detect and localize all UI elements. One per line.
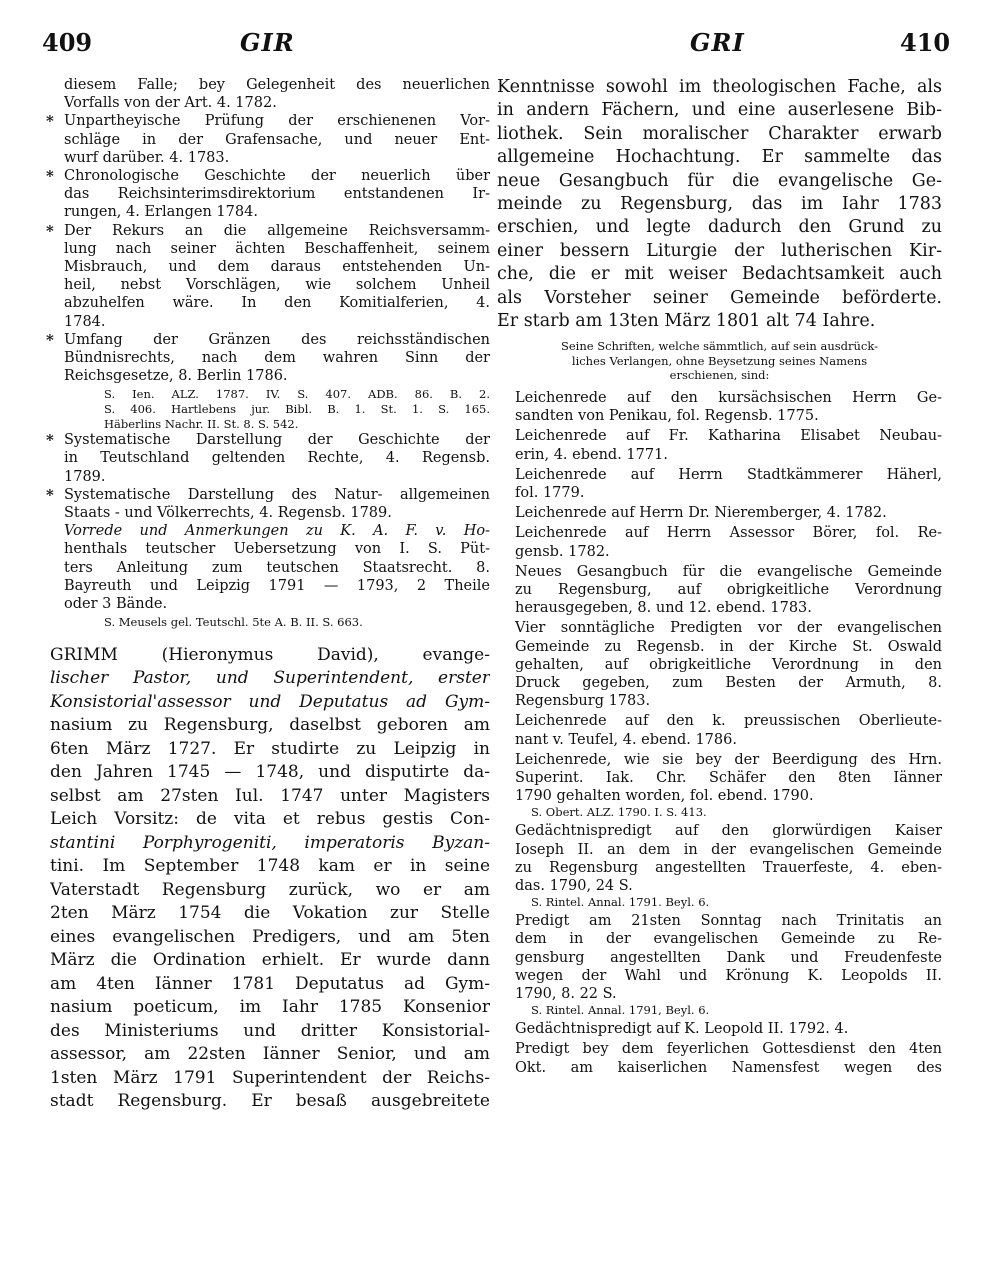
- work-line: zu Regensburg, auf obrigkeitliche Verordnung: [515, 582, 942, 598]
- work-line: Gedächtnispredigt auf K. Leopold II. 1792. 4.: [515, 1021, 849, 1038]
- work-entry: [497, 712, 942, 748]
- bibliography-entry: [46, 431, 490, 486]
- work-entry: [497, 912, 942, 1018]
- text-line: lung nach seiner ächten Beschaffenheit, seinem: [64, 240, 490, 257]
- work-line: Predigt bey dem feyerlichen Gottesdienst den 4ten: [515, 1041, 942, 1058]
- right-column: [497, 76, 942, 1077]
- intro-line: erschienen, sind:: [669, 368, 770, 383]
- text-line: oder 3 Bände.: [64, 596, 168, 613]
- text-line: Unpartheyische Prüfung der erschienenen Vor-: [64, 113, 490, 130]
- bibliography-entry: [46, 112, 490, 167]
- work-line: Leichenrede auf den k. preussischen Oberlieute-: [515, 713, 942, 730]
- bio-line: Kenntnisse sowohl im theologischen Fache, als: [497, 77, 942, 97]
- text-line: Reichsgesetze, 8. Berlin 1786.: [64, 368, 288, 385]
- bio-line: neue Gesangbuch für die evangelische Ge-: [497, 170, 942, 191]
- bibliography-entry: [46, 330, 490, 431]
- work-line: Druck gegeben, zum Besten der Armuth, 8.: [515, 675, 942, 692]
- bio-line: 1sten März 1791 Superintendent der Reichs-: [50, 1067, 490, 1088]
- work-entry: [497, 524, 942, 560]
- text-line: Umfang der Gränzen des reichsständischen: [64, 331, 490, 348]
- work-line: 1790, 8. 22 S.: [515, 986, 617, 1003]
- text-line: schläge in der Grafensache, und neuer Ent-: [64, 131, 490, 148]
- text-line: Bayreuth und Leipzig 1791 — 1793, 2 Theile: [64, 577, 490, 594]
- work-line: Gemeinde zu Regensb. in der Kirche St. Oswald: [515, 638, 942, 655]
- work-entry: [497, 1040, 942, 1076]
- bio-line: GRIMM (Hieronymus David), evange-: [50, 644, 490, 665]
- text-line: ters Anleitung zum teutschen Staatsrecht. 8.: [64, 559, 490, 576]
- work-line: Vier sonntägliche Predigten vor der evangelischen: [515, 620, 942, 637]
- work-entry: [497, 1020, 942, 1038]
- work-line: 1790 gehalten worden, fol. ebend. 1790.: [515, 788, 814, 805]
- page-header: [0, 28, 1000, 68]
- running-head-left: GIR: [240, 28, 295, 57]
- writings-intro: [497, 339, 942, 383]
- work-line: Leichenrede auf Herrn Assessor Börer, fol. Re-: [515, 525, 942, 542]
- bio-line: Vaterstadt Regensburg zurück, wo er am: [50, 879, 490, 900]
- bio-line: den Jahren 1745 — 1748, und disputirte da-: [50, 762, 490, 783]
- work-entry: [497, 751, 942, 821]
- work-line: Leichenrede auf Fr. Katharina Elisabet Neubau-: [515, 428, 942, 445]
- work-entry: [497, 389, 942, 425]
- left-column: [46, 76, 490, 1114]
- text-line: 1784.: [64, 313, 106, 330]
- bio-line: des Ministeriums und dritter Konsistorial-: [50, 1020, 490, 1041]
- text-line: rungen, 4. Erlangen 1784.: [64, 204, 258, 221]
- page-number-left: 409: [42, 28, 93, 57]
- bio-line: assessor, am 22sten Iänner Senior, und am: [50, 1044, 490, 1065]
- work-line: Leichenrede, wie sie bey der Beerdigung des Hrn.: [515, 751, 942, 768]
- review-reference: [64, 615, 490, 630]
- work-line: wegen der Wahl und Krönung K. Leopolds II.: [515, 967, 942, 984]
- text-line: diesem Falle; bey Gelegenheit des neuerlichen: [64, 77, 490, 93]
- text-line: 1789.: [64, 468, 106, 485]
- bio-line: allgemeine Hochachtung. Er sammelte das: [497, 147, 942, 168]
- work-line: gensburg angestellten Dank und Freudenfeste: [515, 949, 942, 966]
- ref-line: S. 406. Hartlebens jur. Bibl. B. 1. St. 1. S. 165.: [104, 402, 490, 417]
- work-line: gehalten, auf obrigkeitliche Verordnung in den: [515, 656, 942, 673]
- bio-line: Leich Vorsitz: de vita et rebus gestis Con-: [50, 809, 490, 830]
- asterisk-icon: *: [46, 485, 54, 504]
- bio-line: als Vorsteher seiner Gemeinde beförderte.: [497, 287, 942, 308]
- work-line: Regensburg 1783.: [515, 693, 651, 710]
- bio-line: nasium poeticum, im Iahr 1785 Konsenior: [50, 997, 490, 1018]
- work-entry: [497, 504, 942, 522]
- asterisk-icon: *: [46, 167, 54, 186]
- bio-line: am 4ten Iänner 1781 Deputatus ad Gym-: [50, 973, 490, 994]
- text-line: wurf darüber. 4. 1783.: [64, 149, 230, 166]
- bio-line: meinde zu Regensburg, das im Iahr 1783: [497, 194, 942, 215]
- work-line: Okt. am kaiserlichen Namensfest wegen des: [515, 1059, 942, 1076]
- biography-continuation: [497, 76, 942, 333]
- bibliography-entry: [46, 221, 490, 331]
- bio-line: Konsistorial'assessor und Deputatus ad Gym-: [50, 691, 490, 712]
- bibliography-entry: [46, 485, 490, 522]
- work-line: erin, 4. ebend. 1771.: [515, 446, 668, 463]
- asterisk-icon: *: [46, 330, 54, 349]
- bio-line: 6ten März 1727. Er studirte zu Leipzig in: [50, 738, 490, 759]
- work-line: gensb. 1782.: [515, 543, 610, 560]
- asterisk-icon: *: [46, 431, 54, 450]
- bibliography-entry: [50, 522, 490, 630]
- ref-line: S. Ien. ALZ. 1787. IV. S. 407. ADB. 86. B. 2.: [104, 387, 490, 402]
- work-entry: [497, 563, 942, 618]
- bio-line: 2ten März 1754 die Vokation zur Stelle: [50, 903, 490, 924]
- bio-line: in andern Fächern, und eine auserlesene Bib-: [497, 100, 942, 121]
- work-line: Leichenrede auf den kursächsischen Herrn Ge-: [515, 389, 942, 406]
- bio-line: che, die er mit weiser Bedachtsamkeit auch: [497, 264, 942, 285]
- text-line: in Teutschland geltenden Rechte, 4. Regensb.: [64, 450, 490, 467]
- page-number-right: 410: [900, 28, 951, 57]
- work-line: Leichenrede auf Herrn Dr. Nieremberger, 4. 1782.: [515, 505, 887, 522]
- work-line: sandten von Penikau, fol. Regensb. 1775.: [515, 408, 819, 425]
- text-line: Systematische Darstellung der Geschichte der: [64, 432, 490, 449]
- ref-line: Häberlins Nachr. II. St. 8. S. 542.: [104, 416, 299, 431]
- bio-line: einer bessern Liturgie der lutherischen Kir-: [497, 240, 942, 261]
- running-head-right: GRI: [690, 28, 745, 57]
- ref-line: S. Meusels gel. Teutschl. 5te A. B. II. S. 663.: [104, 615, 363, 630]
- work-line: nant v. Teufel, 4. ebend. 1786.: [515, 731, 737, 748]
- text-line: Systematische Darstellung des Natur- allgemeinen: [64, 486, 490, 503]
- bio-line: erschien, und legte dadurch den Grund zu: [497, 217, 942, 238]
- text-line: heil, nebst Vorschlägen, wie solchem Unheil: [64, 277, 490, 294]
- work-line: Superint. Iak. Chr. Schäfer den 8ten Iänner: [515, 770, 942, 787]
- work-line: das. 1790, 24 S.: [515, 878, 633, 895]
- review-reference: S. Obert. ALZ. 1790. I. S. 413.: [531, 805, 707, 820]
- work-line: herausgegeben, 8. und 12. ebend. 1783.: [515, 600, 812, 617]
- review-reference: S. Rintel. Annal. 1791, Beyl. 6.: [531, 1003, 710, 1018]
- bio-line: eines evangelischen Predigers, und am 5ten: [50, 926, 490, 947]
- asterisk-icon: *: [46, 112, 54, 131]
- text-line: Misbrauch, und dem daraus entstehenden Un-: [64, 259, 490, 276]
- intro-line: liches Verlangen, ohne Beysetzung seines Namens: [571, 353, 868, 368]
- work-line: zu Regensburg angestellten Trauerfeste, 4. eben-: [515, 859, 942, 876]
- text-line: Chronologische Geschichte der neuerlich über: [64, 168, 490, 185]
- review-reference: [64, 387, 490, 431]
- work-entry: [497, 427, 942, 463]
- text-line: henthals teutscher Uebersetzung von I. S. Püt-: [64, 541, 490, 558]
- bio-line: stadt Regensburg. Er besaß ausgebreitete: [50, 1091, 490, 1112]
- asterisk-icon: *: [46, 221, 54, 240]
- bio-line: selbst am 27sten Iul. 1747 unter Magisters: [50, 785, 490, 806]
- bio-line: lischer Pastor, und Superintendent, erster: [50, 668, 490, 689]
- bio-line: März die Ordination erhielt. Er wurde dann: [50, 950, 490, 971]
- work-entry: [497, 466, 942, 502]
- bio-line: liothek. Sein moralischer Charakter erwarb: [497, 123, 942, 144]
- text-line: das Reichsinterimsdirektorium entstandenen Ir-: [64, 186, 490, 203]
- bio-line: stantini Porphyrogeniti, imperatoris Byzan-: [50, 832, 490, 853]
- continued-entry: [50, 76, 490, 112]
- biography-grimm: [50, 644, 490, 1114]
- bio-line: tini. Im September 1748 kam er in seine: [50, 856, 490, 877]
- work-line: dem in der evangelischen Gemeinde zu Re-: [515, 931, 942, 948]
- text-line: Vorrede und Anmerkungen zu K. A. F. v. Ho-: [64, 523, 490, 540]
- text-line: abzuhelfen wäre. In den Komitialferien, 4.: [64, 295, 490, 312]
- bio-line: nasium zu Regensburg, daselbst geboren am: [50, 715, 490, 736]
- work-line: Gedächtnispredigt auf den glorwürdigen Kaiser: [515, 823, 942, 840]
- text-line: Staats - und Völkerrechts, 4. Regensb. 1789.: [64, 505, 392, 522]
- text-line: Der Rekurs an die allgemeine Reichsversamm-: [64, 222, 490, 239]
- work-entry: [497, 619, 942, 710]
- work-line: fol. 1779.: [515, 484, 585, 501]
- bibliography-entry: [46, 167, 490, 222]
- text-line: Bündnisrechts, nach dem wahren Sinn der: [64, 350, 490, 367]
- text-line: Vorfalls von der Art. 4. 1782.: [64, 95, 277, 112]
- intro-line: Seine Schriften, welche sämmtlich, auf sein ausdrück-: [560, 339, 878, 354]
- review-reference: S. Rintel. Annal. 1791. Beyl. 6.: [531, 895, 710, 910]
- work-entry: [497, 822, 942, 910]
- work-line: Neues Gesangbuch für die evangelische Gemeinde: [515, 563, 942, 580]
- work-line: Ioseph II. an dem in der evangelischen Gemeinde: [515, 841, 942, 858]
- work-line: Predigt am 21sten Sonntag nach Trinitatis an: [515, 913, 942, 930]
- bio-line: Er starb am 13ten März 1801 alt 74 Iahre.: [497, 311, 876, 332]
- work-line: Leichenrede auf Herrn Stadtkämmerer Häherl,: [515, 466, 942, 483]
